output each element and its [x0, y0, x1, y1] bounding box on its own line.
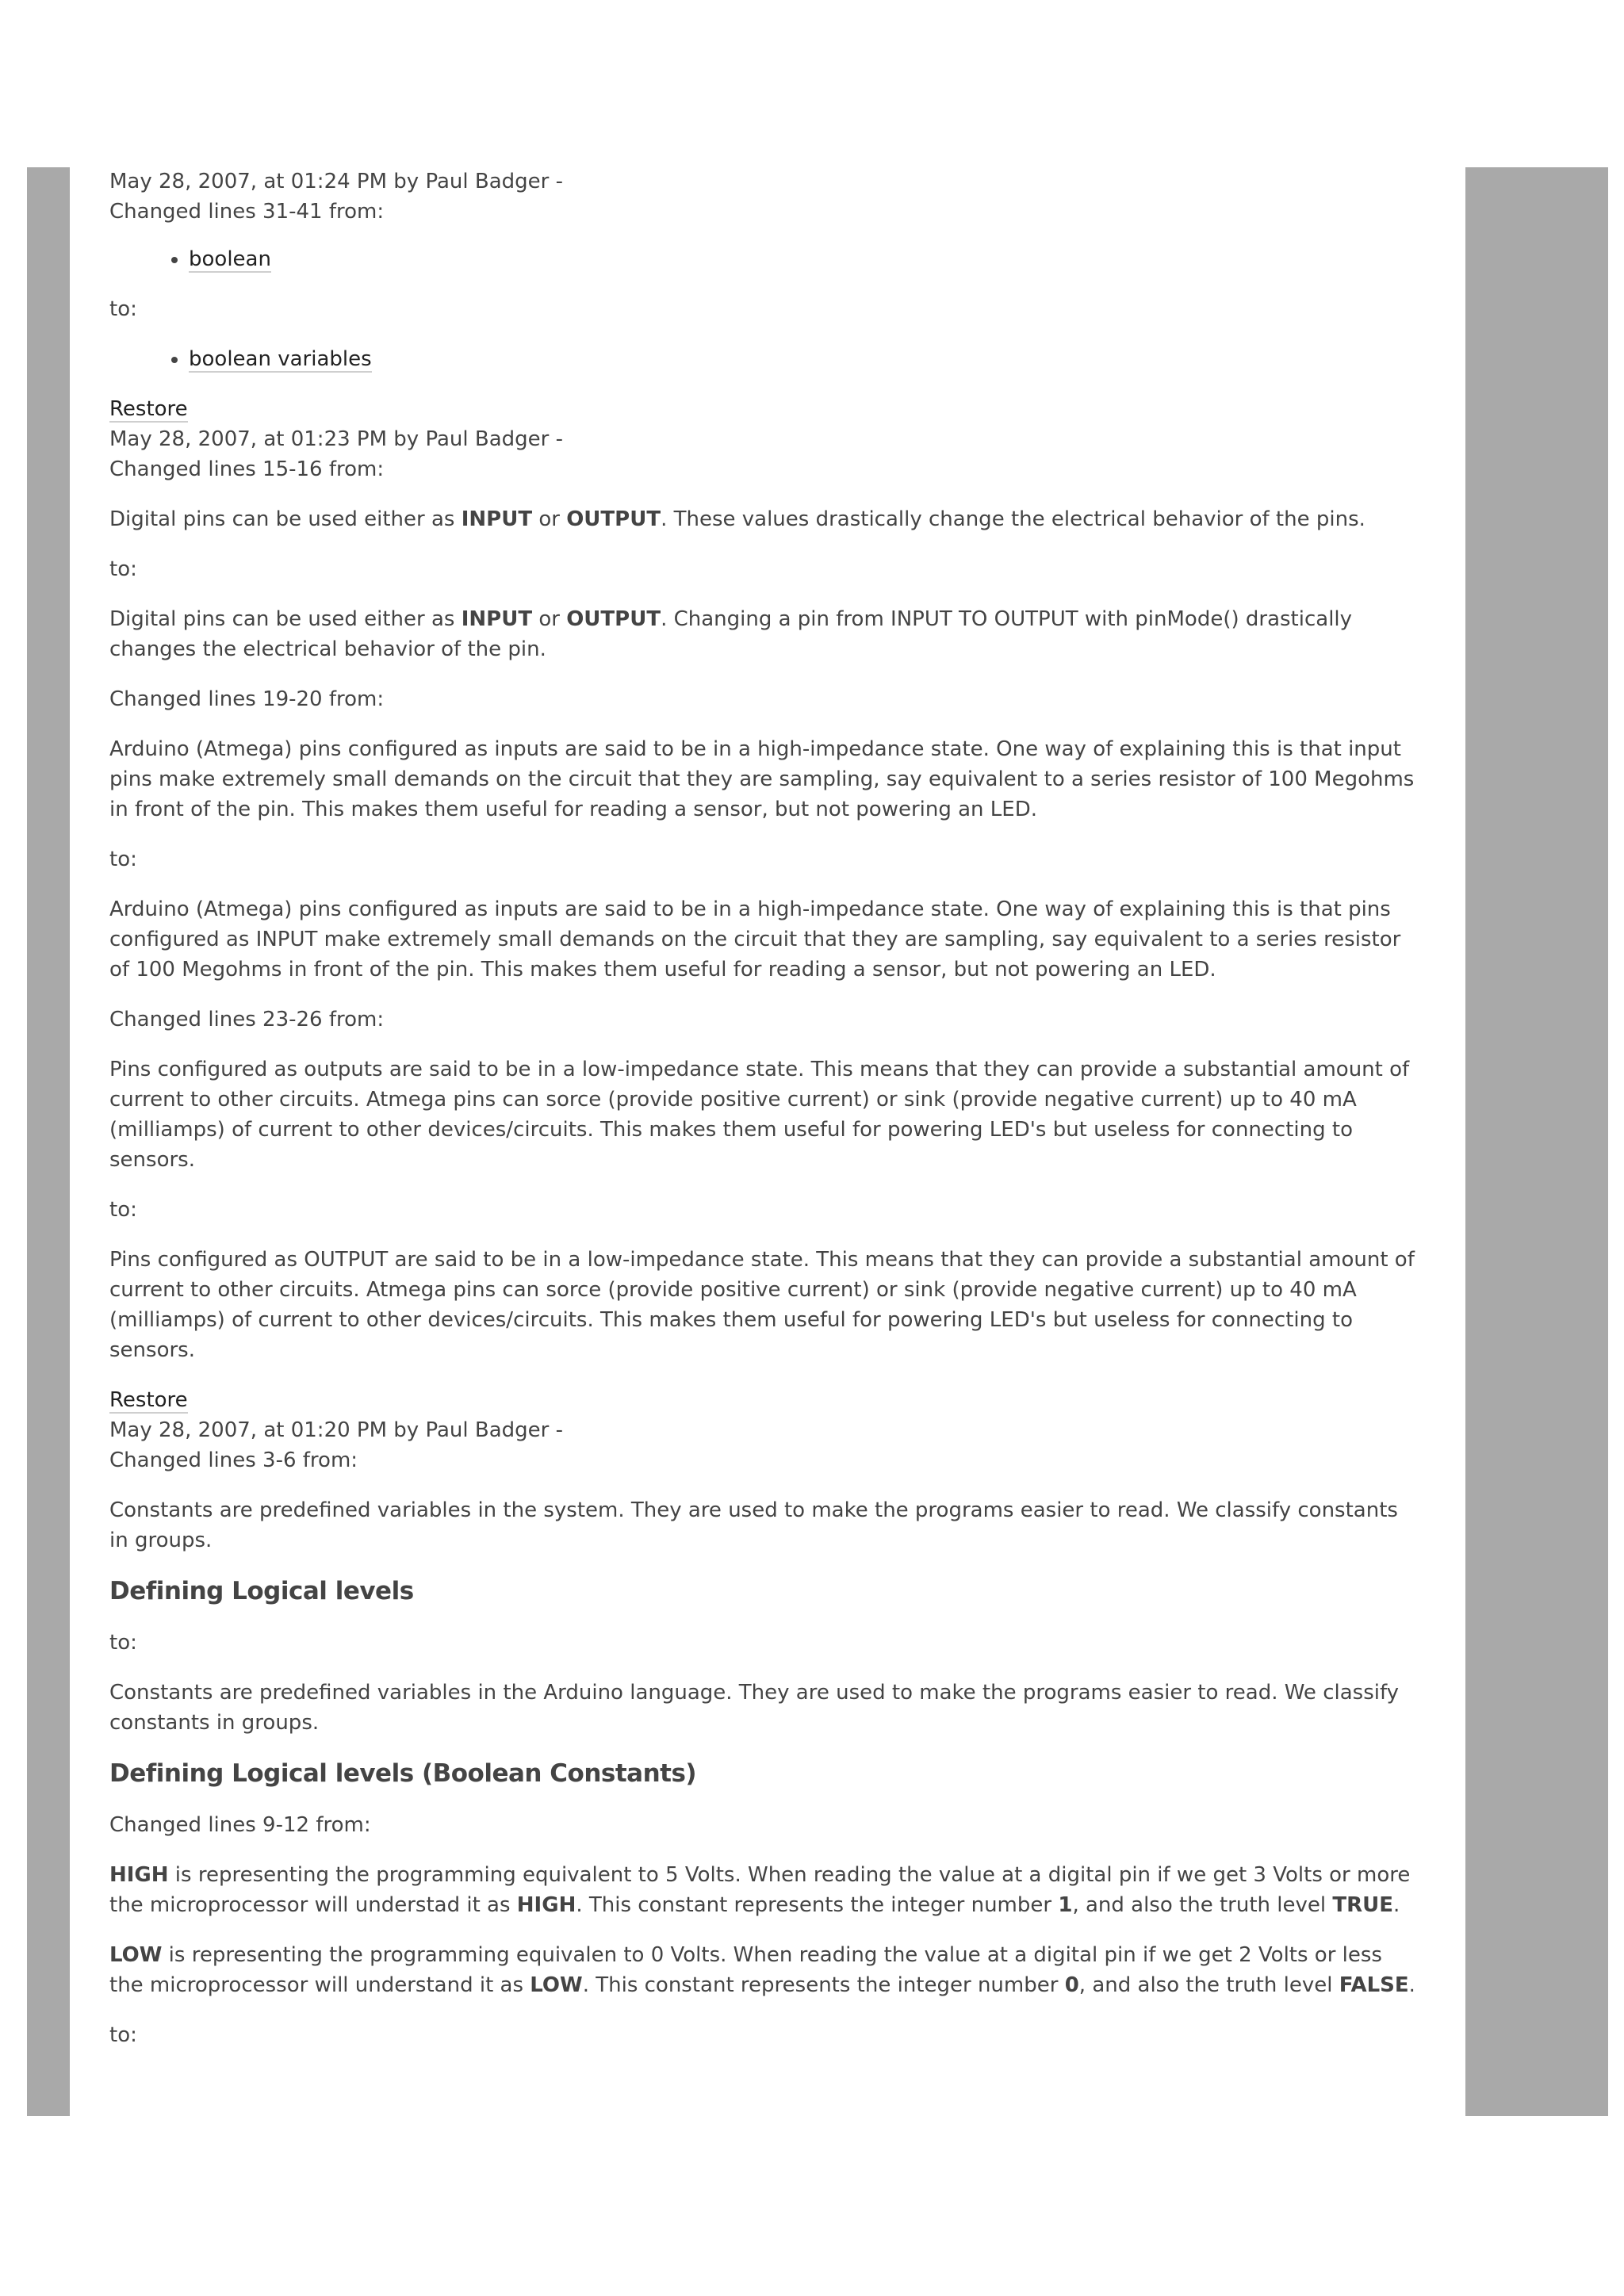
- change-heading: Changed lines 31-41 from:: [109, 200, 385, 224]
- restore-link[interactable]: Restore: [109, 397, 188, 421]
- change-heading: Changed lines 9-12 from:: [109, 1813, 371, 1837]
- from-paragraph: Arduino (Atmega) pins configured as inputs are said to be in a high-impedance state. One way of explaining this is that input pins make extremely small demands on the circuit that they are sampling, say equivalent to a series resistor of 100 Megohms in front of the pin. This makes them useful for reading a sensor, but not powering an LED.: [109, 737, 1415, 821]
- low-paragraph: LOW is representing the programming equivalen to 0 Volts. When reading the value at a digital pin if we get 2 Volts or less the microprocessor will understand it as LOW. This constant represents the integer number 0, and also the truth level FALSE.: [109, 1943, 1415, 1997]
- change-heading: Changed lines 23-26 from:: [109, 1008, 385, 1031]
- change-heading: Changed lines 3-6 from:: [109, 1448, 358, 1472]
- from-list: [109, 244, 1418, 274]
- list-item: [189, 244, 1418, 274]
- from-paragraph: Constants are predefined variables in the system. They are used to make the programs easier to read. We classify constants in groups.: [109, 1498, 1398, 1552]
- revision-stamp: May 28, 2007, at 01:20 PM by Paul Badger -: [109, 1418, 563, 1442]
- page-history-content: [109, 166, 1418, 2070]
- from-paragraph: Digital pins can be used either as INPUT or OUTPUT. These values drastically change the electrical behavior of the pins.: [109, 507, 1365, 531]
- to-label: to:: [109, 1198, 137, 1222]
- to-section-heading: Defining Logical levels (Boolean Constants): [109, 1759, 697, 1788]
- to-paragraph: Arduino (Atmega) pins configured as inputs are said to be in a high-impedance state. One way of explaining this is that pins configured as INPUT make extremely small demands on the circuit that they are sampling, say equivalent to a series resistor of 100 Megohms in front of the pin. This makes them useful for reading a sensor, but not powering an LED.: [109, 897, 1401, 982]
- from-section-heading: Defining Logical levels: [109, 1577, 414, 1605]
- from-paragraph: Pins configured as outputs are said to be in a low-impedance state. This means that they can provide a substantial amount of current to other circuits. Atmega pins can sorce (provide positive current) or sink (provide negative current) up to 40 mA (milliamps) of current to other devices/circuits. This makes them useful for powering LED's but useless for connecting to sensors.: [109, 1058, 1410, 1172]
- to-paragraph: Constants are predefined variables in the Arduino language. They are used to make the programs easier to read. We classify constants in groups.: [109, 1681, 1400, 1735]
- right-margin-bar: [1465, 167, 1608, 2116]
- change-heading: Changed lines 19-20 from:: [109, 687, 385, 711]
- revision-stamp: May 28, 2007, at 01:24 PM by Paul Badger -: [109, 170, 563, 193]
- to-label: to:: [109, 2023, 137, 2047]
- to-list: [109, 344, 1418, 374]
- restore-link[interactable]: Restore: [109, 1388, 188, 1412]
- list-item: [189, 344, 1418, 374]
- to-paragraph: Digital pins can be used either as INPUT or OUTPUT. Changing a pin from INPUT TO OUTPUT with pinMode() drastically changes the electrical behavior of the pin.: [109, 607, 1353, 661]
- revision-stamp: May 28, 2007, at 01:23 PM by Paul Badger -: [109, 427, 563, 451]
- boolean-link[interactable]: boolean: [189, 247, 271, 271]
- to-paragraph: Pins configured as OUTPUT are said to be in a low-impedance state. This means that they can provide a substantial amount of current to other circuits. Atmega pins can sorce (provide positive current) or sink (provide negative current) up to 40 mA (milliamps) of current to other devices/circuits. This makes them useful for powering LED's but useless for connecting to sensors.: [109, 1248, 1415, 1362]
- left-margin-bar: [27, 167, 70, 2116]
- change-heading: Changed lines 15-16 from:: [109, 457, 385, 481]
- to-label: to:: [109, 848, 137, 871]
- to-label: to:: [109, 297, 137, 321]
- to-label: to:: [109, 1631, 137, 1655]
- high-paragraph: HIGH is representing the programming equivalent to 5 Volts. When reading the value at a digital pin if we get 3 Volts or more the microprocessor will understad it as HIGH. This constant represents the integer number 1, and also the truth level TRUE.: [109, 1863, 1411, 1917]
- to-label: to:: [109, 557, 137, 581]
- boolean-variables-link[interactable]: boolean variables: [189, 347, 372, 371]
